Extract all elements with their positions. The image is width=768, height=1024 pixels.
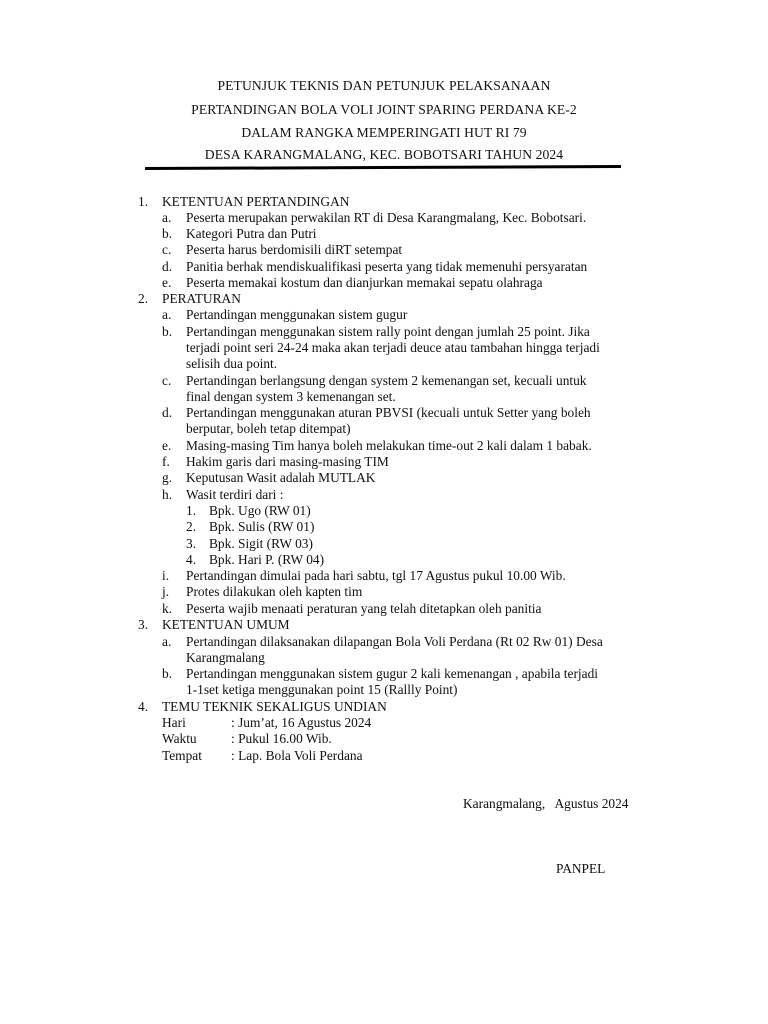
sublist-marker: 4. xyxy=(186,552,197,567)
list-item: Pertandingan dimulai pada hari sabtu, tgl 17 Agustus pukul 10.00 Wib. xyxy=(186,568,566,583)
section-number: 3. xyxy=(138,617,149,632)
list-item: Pertandingan menggunakan sistem gugur xyxy=(186,307,408,322)
meeting-time-label: Waktu xyxy=(162,731,197,746)
title-line-3: DALAM RANGKA MEMPERINGATI HUT RI 79 xyxy=(241,125,527,140)
list-item: Keputusan Wasit adalah MUTLAK xyxy=(186,470,376,485)
list-marker: b. xyxy=(162,226,173,241)
sublist-marker: 3. xyxy=(186,536,197,551)
title-line-1: PETUNJUK TEKNIS DAN PETUNJUK PELAKSANAAN xyxy=(217,78,551,93)
place-date: Karangmalang, Agustus 2024 xyxy=(463,796,629,811)
section-title: KETENTUAN PERTANDINGAN xyxy=(162,194,350,209)
list-marker: h. xyxy=(162,487,173,502)
sublist-marker: 2. xyxy=(186,519,197,534)
list-marker: i. xyxy=(162,568,170,583)
list-item: Peserta wajib menaati peraturan yang telah ditetapkan oleh panitia xyxy=(186,601,542,616)
list-item: Peserta memakai kostum dan dianjurkan memakai sepatu olahraga xyxy=(186,275,543,290)
list-item-continuation: Karangmalang xyxy=(186,650,265,665)
section-title: TEMU TEKNIK SEKALIGUS UNDIAN xyxy=(162,699,387,714)
signature-name: PANPEL xyxy=(556,861,606,876)
list-marker: j. xyxy=(162,584,170,599)
list-marker: a. xyxy=(162,634,172,649)
list-marker: d. xyxy=(162,259,173,274)
list-marker: a. xyxy=(162,210,172,225)
title-line-4: DESA KARANGMALANG, KEC. BOBOTSARI TAHUN 2024 xyxy=(204,147,564,162)
meeting-day-value: : Jum’at, 16 Agustus 2024 xyxy=(231,715,372,730)
list-item-continuation: final dengan system 3 kemenangan set. xyxy=(186,389,396,404)
section-number: 4. xyxy=(138,699,149,714)
list-marker: f. xyxy=(162,454,170,469)
referee-item: Bpk. Ugo (RW 01) xyxy=(209,503,311,518)
list-item: Peserta merupakan perwakilan RT di Desa Karangmalang, Kec. Bobotsari. xyxy=(186,210,587,225)
list-item: Pertandingan menggunakan sistem rally point dengan jumlah 25 point. Jika xyxy=(186,324,590,339)
list-item: Peserta harus berdomisili diRT setempat xyxy=(186,242,403,257)
list-item: Pertandingan berlangsung dengan system 2 kemenangan set, kecuali untuk xyxy=(186,373,587,388)
list-item: Pertandingan menggunakan sistem gugur 2 kali kemenangan , apabila terjadi xyxy=(186,666,599,681)
list-marker: c. xyxy=(162,373,172,388)
list-item-continuation: terjadi point seri 24-24 maka akan terjadi deuce atau tambahan hingga terjadi xyxy=(186,340,600,355)
section-title: PERATURAN xyxy=(162,291,241,306)
list-item: Panitia berhak mendiskualifikasi peserta yang tidak memenuhi persyaratan xyxy=(186,259,588,274)
list-item-continuation: 1-1set ketiga menggunakan point 15 (Rallly Point) xyxy=(186,682,458,697)
list-item: Protes dilakukan oleh kapten tim xyxy=(186,584,363,599)
referee-item: Bpk. Sulis (RW 01) xyxy=(209,519,315,534)
referee-item: Bpk. Sigit (RW 03) xyxy=(209,536,313,551)
list-marker: g. xyxy=(162,470,173,485)
referee-item: Bpk. Hari P. (RW 04) xyxy=(209,552,325,567)
section-number: 2. xyxy=(138,291,149,306)
list-marker: b. xyxy=(162,666,173,681)
list-marker: e. xyxy=(162,438,172,453)
list-item: Pertandingan dilaksanakan dilapangan Bola Voli Perdana (Rt 02 Rw 01) Desa xyxy=(186,634,603,649)
list-item: Pertandingan menggunakan aturan PBVSI (kecuali untuk Setter yang boleh xyxy=(186,405,591,420)
title-line-2: PERTANDINGAN BOLA VOLI JOINT SPARING PERDANA KE-2 xyxy=(191,102,577,117)
section-title: KETENTUAN UMUM xyxy=(162,617,290,632)
section-number: 1. xyxy=(138,194,149,209)
meeting-place-label: Tempat xyxy=(162,748,202,763)
list-marker: b. xyxy=(162,324,173,339)
list-item: Wasit terdiri dari : xyxy=(186,487,284,502)
list-item-continuation: berputar, boleh tetap ditempat) xyxy=(186,421,351,436)
list-item: Hakim garis dari masing-masing TIM xyxy=(186,454,389,469)
list-marker: a. xyxy=(162,307,172,322)
list-marker: e. xyxy=(162,275,172,290)
meeting-time-value: : Pukul 16.00 Wib. xyxy=(231,731,332,746)
meeting-day-label: Hari xyxy=(162,715,186,730)
sublist-marker: 1. xyxy=(186,503,197,518)
header-divider xyxy=(145,165,621,170)
list-marker: k. xyxy=(162,601,173,616)
list-item: Kategori Putra dan Putri xyxy=(186,226,317,241)
list-marker: c. xyxy=(162,242,172,257)
list-marker: d. xyxy=(162,405,173,420)
list-item: Masing-masing Tim hanya boleh melakukan time-out 2 kali dalam 1 babak. xyxy=(186,438,592,453)
meeting-place-value: : Lap. Bola Voli Perdana xyxy=(231,748,363,763)
list-item-continuation: selisih dua point. xyxy=(186,356,278,371)
